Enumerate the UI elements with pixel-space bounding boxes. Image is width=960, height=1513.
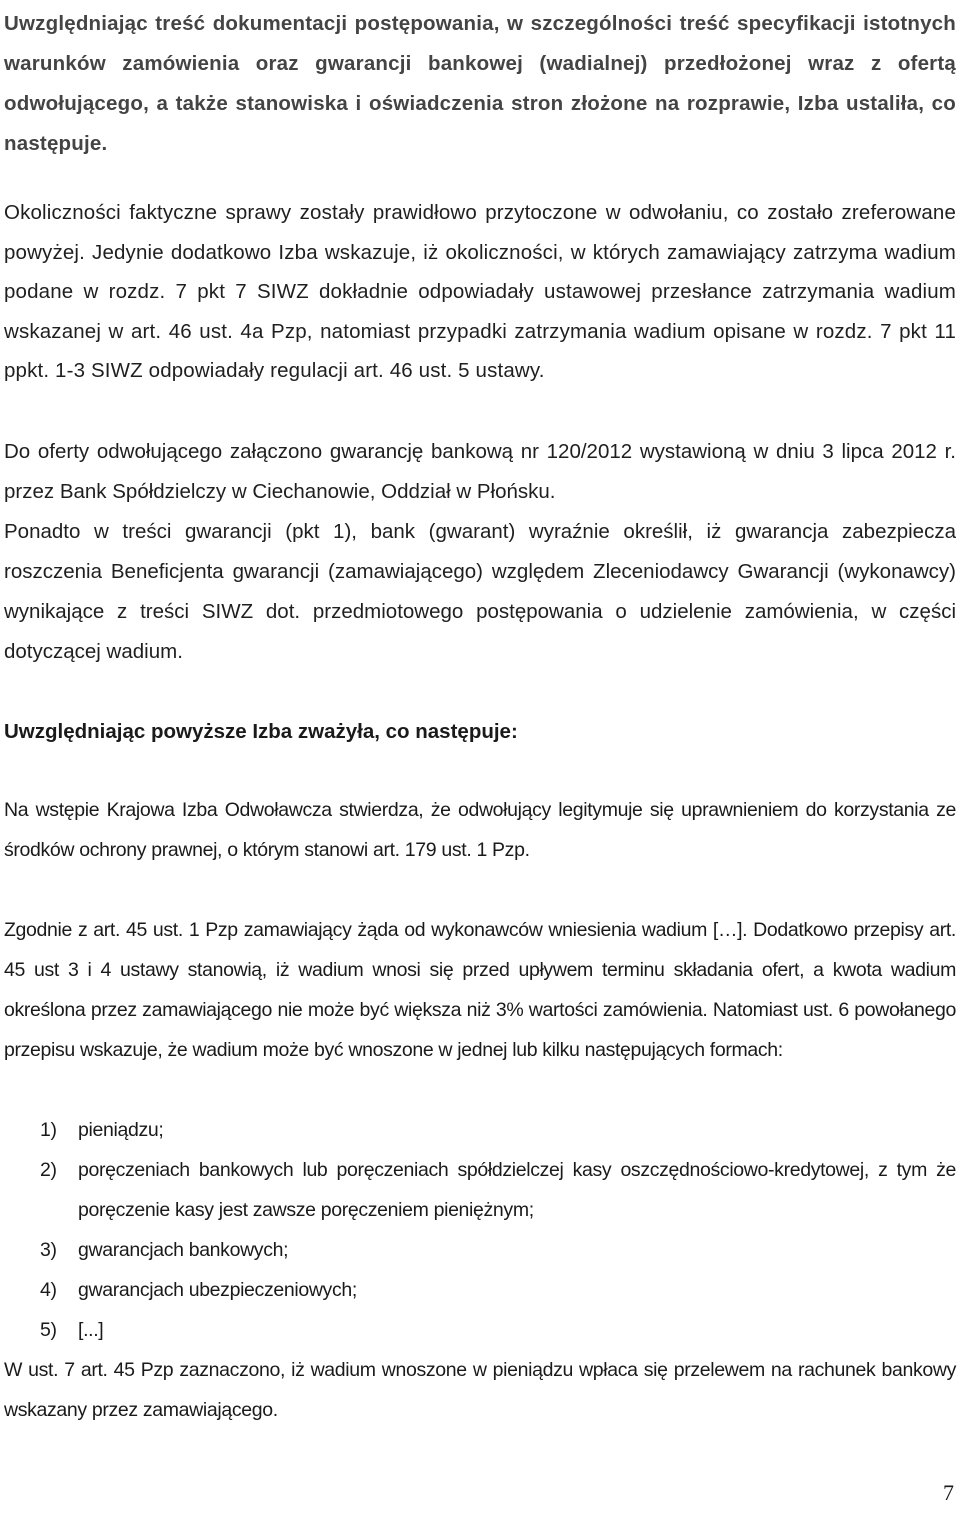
list-item-number: 3) (40, 1239, 57, 1261)
intro-paragraph: Uwzględniając treść dokumentacji postępowania, w szczególności treść specyfikacji istotnych warunków zamówienia oraz gwarancji bankowej (wadialnej) przedłożonej wraz z ofertą odwołującego, a także stanowiska i oświadczenia stron złożone na rozprawie, Izba ustaliła, co następuje. (4, 12, 956, 155)
guarantee-paragraph: Do oferty odwołującego załączono gwarancję bankową nr 120/2012 wystawioną w dniu 3 lipca 2012 r. przez Bank Spółdzielczy w Ciechanowie, Oddział w Płońsku. (4, 440, 956, 503)
section-heading: Uwzględniając powyższe Izba zważyła, co następuje: (4, 720, 518, 743)
list-item-number: 5) (40, 1319, 57, 1341)
final-paragraph: W ust. 7 art. 45 Pzp zaznaczono, iż wadium wnoszone w pieniądzu wpłaca się przelewem na rachunek bankowy wskazany przez zamawiającego. (4, 1359, 956, 1421)
list-item (4, 1150, 956, 1230)
legitimacy-paragraph: Na wstępie Krajowa Izba Odwoławcza stwierdza, że odwołujący legitymuje się uprawnieniem do korzystania ze środków ochrony prawnej, o którym stanowi art. 179 ust. 1 Pzp. (4, 799, 956, 861)
list-item (4, 1110, 956, 1150)
page-number: 7 (943, 1480, 954, 1505)
list-item-text: poręczeniach bankowych lub poręczeniach spółdzielczej kasy oszczędnościowo-kredytowej, z tym że poręczenie kasy jest zawsze poręczeniem pieniężnym; (78, 1159, 956, 1221)
list-item (4, 1230, 956, 1270)
list-item (4, 1270, 956, 1310)
facts-paragraph: Okoliczności faktyczne sprawy zostały prawidłowo przytoczone w odwołaniu, co zostało zreferowane powyżej. Jedynie dodatkowo Izba wskazuje, iż okoliczności, w których zamawiający zatrzyma wadium podane w rozdz. 7 pkt 7 SIWZ dokładnie odpowiadały ustawowej przesłance zatrzymania wadium wskazanej w art. 46 ust. 4a Pzp, natomiast przypadki zatrzymania wadium opisane w rozdz. 7 pkt 11 ppkt. 1-3 SIWZ odpowiadały regulacji art. 46 ust. 5 ustawy. (4, 201, 956, 382)
list-item-number: 4) (40, 1279, 57, 1301)
list-item-number: 1) (40, 1119, 57, 1141)
list-item-number: 2) (40, 1159, 57, 1181)
article-45-paragraph: Zgodnie z art. 45 ust. 1 Pzp zamawiający żąda od wykonawców wniesienia wadium […]. Dodatkowo przepisy art. 45 ust 3 i 4 ustawy stanowią, iż wadium wnosi się przed upływem terminu składania ofert, a kwota wadium określona przez zamawiającego nie może być większa niż 3% wartości zamówienia. Natomiast ust. 6 powołanego przepisu wskazuje, że wadium może być wnoszone w jednej lub kilku następujących formach: (4, 919, 956, 1061)
list-item-text: gwarancjach bankowych; (78, 1239, 289, 1261)
forms-list (4, 1110, 956, 1350)
list-item-text: [...] (78, 1319, 104, 1341)
guarantee-content-paragraph: Ponadto w treści gwarancji (pkt 1), bank (gwarant) wyraźnie określił, iż gwarancja zabezpiecza roszczenia Beneficjenta gwarancji (zamawiającego) względem Zleceniodawcy Gwarancji (wykonawcy) wynikające z treści SIWZ dot. przedmiotowego postępowania o udzielenie zamówienia, w części dotyczącej wadium. (4, 520, 956, 663)
list-item-text: pieniądzu; (78, 1119, 164, 1141)
list-item (4, 1310, 956, 1350)
list-item-text: gwarancjach ubezpieczeniowych; (78, 1279, 357, 1301)
